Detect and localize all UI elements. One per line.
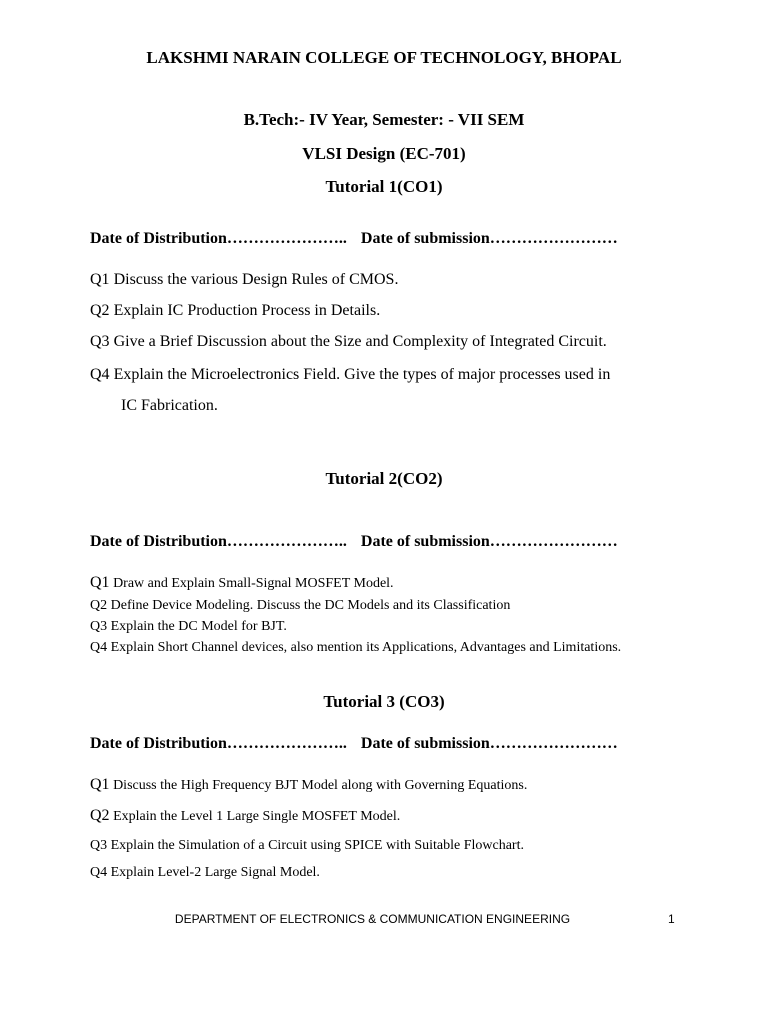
- department-name: DEPARTMENT OF ELECTRONICS & COMMUNICATION ENGINEERING: [174, 912, 571, 926]
- tutorial-3-question: [90, 838, 524, 854]
- question-number: Q2: [90, 807, 110, 824]
- tutorial-3-question: [90, 865, 320, 881]
- tutorial-2-title: Tutorial 2(CO2): [325, 469, 443, 488]
- date-of-distribution: Date of Distribution…………………..: [90, 533, 347, 550]
- tutorial-2-dates: [90, 533, 618, 551]
- question-text: Explain Short Channel devices, also mention its Applications, Advantages and Limitations.: [107, 640, 622, 655]
- question-number: Q3: [90, 619, 108, 634]
- tutorial-1-question: [90, 333, 607, 351]
- course-line: B.Tech:- IV Year, Semester: - VII SEM: [243, 110, 525, 129]
- date-of-distribution: Date of Distribution…………………..: [90, 230, 347, 247]
- question-text: Explain Level-2 Large Signal Model.: [107, 865, 320, 880]
- tutorial-1-title: Tutorial 1(CO1): [325, 177, 443, 196]
- tutorial-1-dates: [90, 230, 618, 248]
- tutorial-3-question: [90, 776, 527, 794]
- question-number: Q1: [90, 574, 110, 591]
- date-of-distribution: Date of Distribution…………………..: [90, 735, 347, 752]
- question-text: Explain the Simulation of a Circuit using SPICE with Suitable Flowchart.: [107, 838, 524, 853]
- question-text: Explain IC Production Process in Details.: [109, 302, 381, 319]
- question-number: Q1: [90, 271, 110, 288]
- date-of-submission: Date of submission……………………: [360, 533, 618, 550]
- question-text: Explain the DC Model for BJT.: [107, 619, 287, 634]
- question-text: Give a Brief Discussion about the Size and Complexity of Integrated Circuit.: [109, 333, 607, 350]
- date-of-submission: Date of submission……………………: [360, 735, 618, 752]
- question-number: Q3: [90, 333, 110, 350]
- tutorial-2-question: [90, 574, 394, 592]
- question-number: Q2: [90, 302, 110, 319]
- page-number: 1: [668, 912, 675, 926]
- question-text: Draw and Explain Small-Signal MOSFET Model.: [109, 576, 394, 591]
- question-number: Q4: [90, 366, 110, 383]
- tutorial-3-title: Tutorial 3 (CO3): [323, 692, 445, 711]
- question-text: Discuss the various Design Rules of CMOS.: [109, 271, 399, 288]
- tutorial-2-question: [90, 598, 510, 614]
- question-continuation: IC Fabrication.: [121, 397, 218, 414]
- date-of-submission: Date of submission……………………: [360, 230, 618, 247]
- tutorial-2-question: [90, 640, 621, 656]
- tutorial-2-question: [90, 619, 287, 635]
- college-name: LAKSHMI NARAIN COLLEGE OF TECHNOLOGY, BHOPAL: [146, 48, 622, 67]
- question-number: Q2: [90, 598, 108, 613]
- question-text: Explain the Microelectronics Field. Give the types of major processes used in: [109, 366, 611, 383]
- tutorial-1-question: [90, 302, 380, 320]
- question-number: Q4: [90, 640, 108, 655]
- question-text: Define Device Modeling. Discuss the DC Models and its Classification: [107, 598, 511, 613]
- tutorial-1-question: [90, 271, 398, 289]
- subject-line: VLSI Design (EC-701): [302, 144, 466, 163]
- question-number: Q3: [90, 838, 108, 853]
- tutorial-3-dates: [90, 735, 618, 753]
- question-number: Q4: [90, 865, 108, 880]
- tutorial-3-question: [90, 807, 400, 825]
- question-text: Discuss the High Frequency BJT Model along with Governing Equations.: [109, 778, 528, 793]
- tutorial-1-question: [90, 366, 610, 384]
- question-text: Explain the Level 1 Large Single MOSFET Model.: [109, 809, 401, 824]
- question-number: Q1: [90, 776, 110, 793]
